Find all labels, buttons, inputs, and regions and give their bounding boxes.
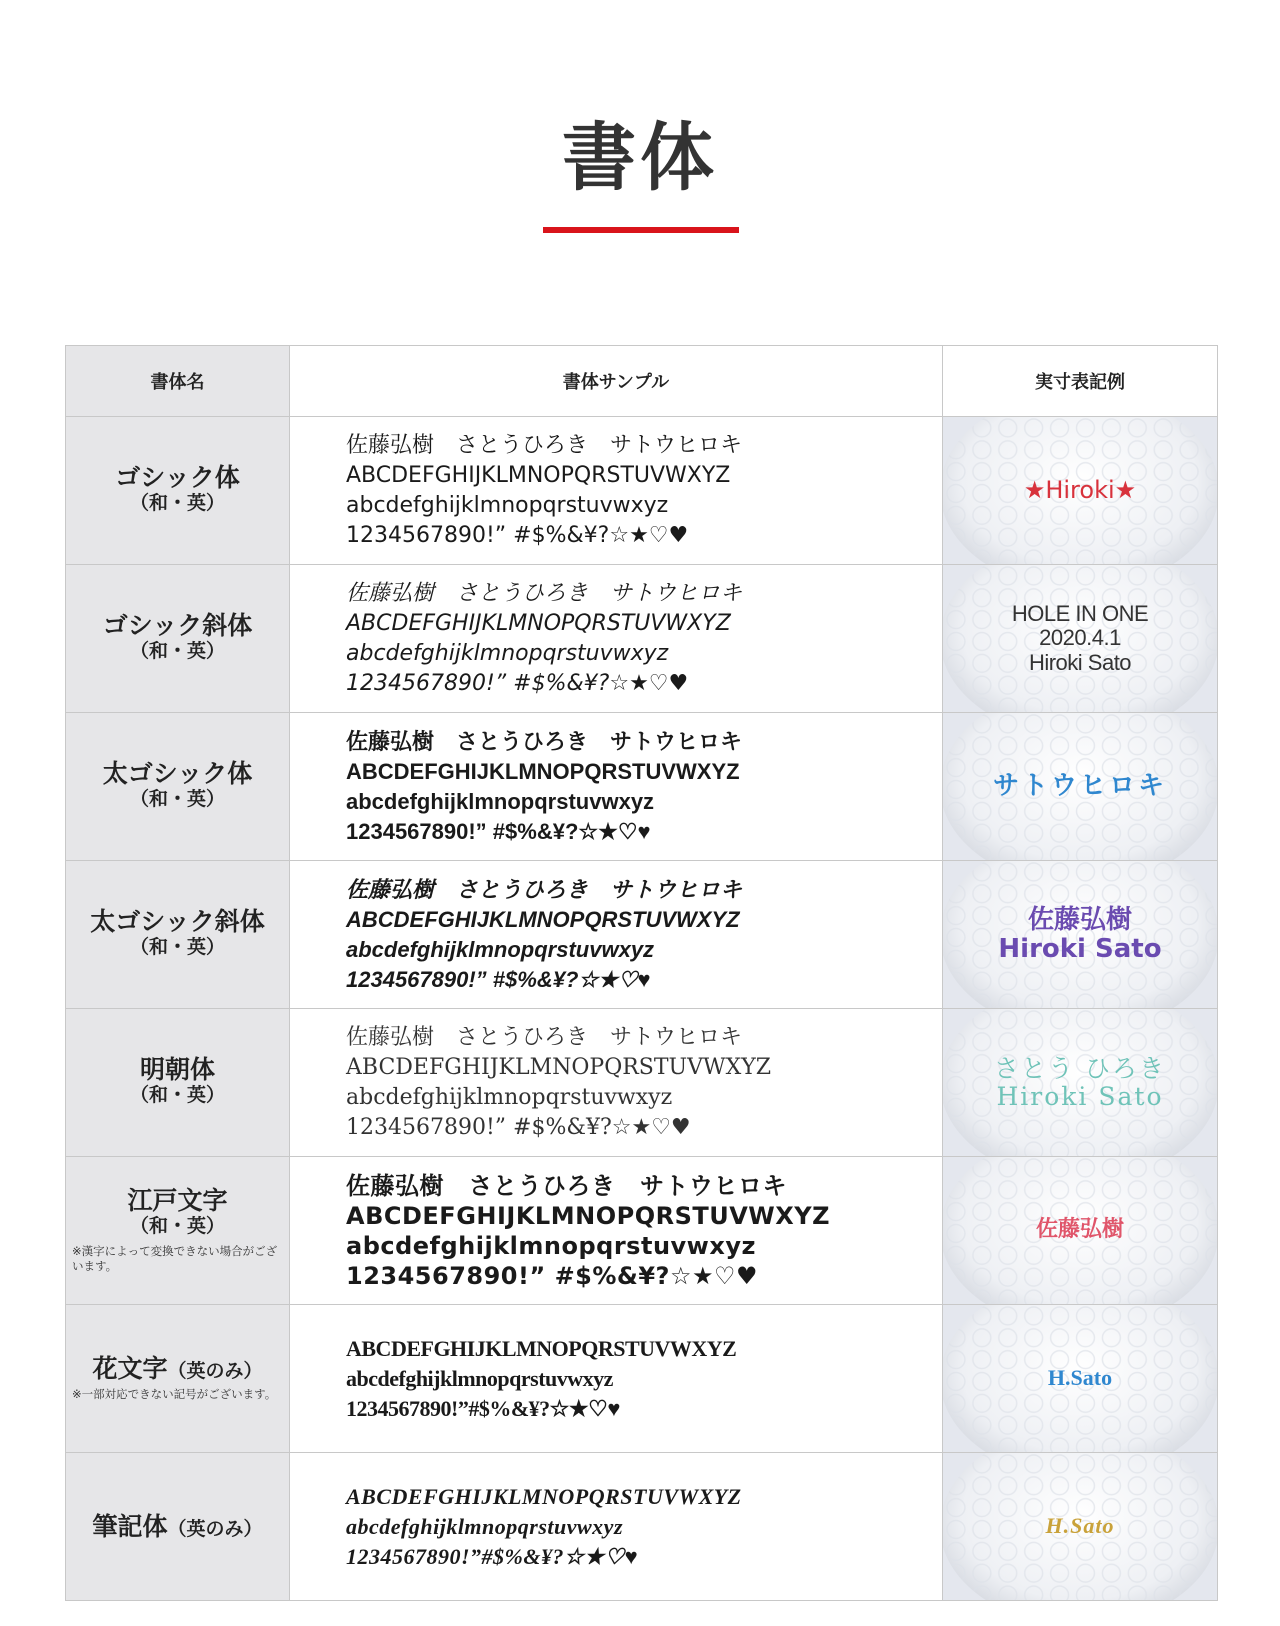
sample-line: 1234567890!”#$%&¥?☆★♡♥ [346, 1543, 639, 1569]
table-row [66, 861, 1218, 1009]
header-font-name: 書体名 [66, 346, 290, 417]
font-note: ※一部対応できない記号がございます。 [72, 1386, 277, 1401]
sample-line: ABCDEFGHIJKLMNOPQRSTUVWXYZ [346, 610, 731, 636]
golf-ball-example-cell [943, 565, 1218, 713]
sample-line: 佐藤弘樹 さとうひろき サトウヒロキ [346, 728, 743, 754]
golf-ball-example-cell [943, 1157, 1218, 1305]
font-name: 太ゴシック斜体 [90, 906, 265, 936]
sample-line: abcdefghijklmnopqrstuvwxyz [346, 1365, 613, 1391]
sample-line: abcdefghijklmnopqrstuvwxyz [346, 1231, 756, 1260]
sample-line: ABCDEFGHIJKLMNOPQRSTUVWXYZ [346, 1054, 772, 1080]
font-sample-cell [290, 1009, 943, 1157]
sample-line: abcdefghijklmnopqrstuvwxyz [346, 1513, 624, 1539]
engraving-text: さとう ひろき [994, 1054, 1166, 1083]
font-scope: （和・英） [129, 936, 225, 959]
engraving-example [943, 861, 1217, 1008]
engraving-example [943, 1453, 1217, 1600]
font-name: 江戸文字 [127, 1185, 228, 1215]
font-name: 太ゴシック体 [102, 758, 253, 788]
font-scope: （和・英） [129, 788, 225, 811]
font-name: 筆記体（英のみ） [92, 1511, 263, 1541]
sample-line: 1234567890!” #$%&¥?☆★♡♥ [346, 670, 689, 696]
sample-line: abcdefghijklmnopqrstuvwxyz [346, 788, 655, 814]
sample-line: 佐藤弘樹 さとうひろき サトウヒロキ [346, 580, 743, 606]
table-header-row [66, 346, 1218, 417]
font-name-suffix: （英のみ） [167, 1360, 263, 1383]
engraving-text: HOLE IN ONE [1011, 601, 1149, 627]
engraving-text: 佐藤弘樹 [1035, 1217, 1124, 1243]
sample-line: 1234567890!” #$%&¥?☆★♡♥ [346, 1261, 759, 1290]
engraving-text: 佐藤弘樹 [1027, 904, 1132, 935]
header-font-sample: 書体サンプル [290, 346, 943, 417]
font-scope: （和・英） [129, 640, 225, 663]
engraving-text: Hiroki Sato [1028, 649, 1132, 675]
page-title: 書体 [562, 115, 718, 201]
golf-ball-example-cell [943, 1305, 1218, 1453]
sample-line: ABCDEFGHIJKLMNOPQRSTUVWXYZ [346, 1335, 737, 1361]
golf-ball-example-cell [943, 417, 1218, 565]
font-name-cell [66, 861, 290, 1009]
font-scope: （和・英） [129, 492, 225, 515]
font-name-cell [66, 417, 290, 565]
sample-line: ABCDEFGHIJKLMNOPQRSTUVWXYZ [346, 758, 740, 784]
sample-line: abcdefghijklmnopqrstuvwxyz [346, 492, 669, 518]
sample-line: 佐藤弘樹 さとうひろき サトウヒロキ [346, 432, 743, 458]
sample-line: 1234567890!” #$%&¥?☆★♡♥ [346, 966, 651, 992]
table-row [66, 1157, 1218, 1305]
font-scope: （和・英） [129, 1084, 225, 1107]
font-name-cell [66, 713, 290, 861]
engraving-text: サトウヒロキ [992, 771, 1167, 802]
golf-ball-example-cell [943, 1009, 1218, 1157]
engraving-text: Hiroki Sato [998, 933, 1162, 964]
sample-line: abcdefghijklmnopqrstuvwxyz [346, 936, 655, 962]
golf-ball-example-cell [943, 713, 1218, 861]
font-sample-cell [290, 861, 943, 1009]
table-row [66, 1453, 1218, 1601]
font-sample-cell [290, 417, 943, 565]
engraving-example [943, 417, 1217, 564]
sample-line: abcdefghijklmnopqrstuvwxyz [346, 1084, 673, 1110]
font-scope: （和・英） [129, 1215, 225, 1238]
engraving-example [943, 713, 1217, 860]
sample-line: 1234567890!” #$%&¥?☆★♡♥ [346, 1114, 691, 1140]
font-name-cell [66, 565, 290, 713]
table-row [66, 713, 1218, 861]
table-row [66, 417, 1218, 565]
title-underline [543, 227, 739, 233]
font-name-suffix: （英のみ） [167, 1517, 263, 1540]
font-sample-cell [290, 1453, 943, 1601]
engraving-text: 2020.4.1 [1039, 625, 1121, 651]
font-sample-cell [290, 1305, 943, 1453]
sample-line: 1234567890!” #$%&¥?☆★♡♥ [346, 818, 651, 844]
header-actual-example: 実寸表記例 [943, 346, 1218, 417]
sample-line: ABCDEFGHIJKLMNOPQRSTUVWXYZ [346, 1201, 831, 1230]
sample-line: abcdefghijklmnopqrstuvwxyz [346, 640, 669, 666]
engraving-text: H.Sato [1047, 1365, 1113, 1391]
engraving-example [943, 1009, 1217, 1156]
table-row [66, 565, 1218, 713]
font-name: 花文字（英のみ） [92, 1354, 263, 1384]
golf-ball-example-cell [943, 861, 1218, 1009]
font-name-cell [66, 1009, 290, 1157]
sample-line: ABCDEFGHIJKLMNOPQRSTUVWXYZ [346, 1483, 742, 1509]
font-name: ゴシック斜体 [102, 610, 253, 640]
engraving-example [943, 1305, 1217, 1452]
sample-line: 佐藤弘樹 さとうひろき サトウヒロキ [346, 1024, 743, 1050]
font-sample-cell [290, 565, 943, 713]
engraving-text: ★Hiroki★ [1023, 476, 1137, 505]
font-name: ゴシック体 [115, 462, 240, 492]
font-name: 明朝体 [139, 1054, 215, 1084]
font-sample-cell [290, 713, 943, 861]
font-name-cell [66, 1305, 290, 1453]
font-name-cell [66, 1453, 290, 1601]
sample-line: 1234567890!” #$%&¥?☆★♡♥ [346, 522, 689, 548]
font-sample-cell [290, 1157, 943, 1305]
table-row [66, 1009, 1218, 1157]
sample-line: ABCDEFGHIJKLMNOPQRSTUVWXYZ [346, 906, 740, 932]
sample-line: 佐藤弘樹 さとうひろき サトウヒロキ [346, 1171, 787, 1200]
sample-line: 佐藤弘樹 さとうひろき サトウヒロキ [346, 876, 743, 902]
font-table [65, 345, 1218, 1601]
engraving-example [943, 565, 1217, 712]
sample-line: 1234567890!”#$%&¥?☆★♡♥ [346, 1395, 620, 1421]
engraving-example [943, 1157, 1217, 1304]
engraving-text: Hiroki Sato [996, 1081, 1164, 1111]
sample-line: ABCDEFGHIJKLMNOPQRSTUVWXYZ [346, 462, 731, 488]
engraving-text: H.Sato [1045, 1513, 1115, 1539]
font-note: ※漢字によって変換できない場合がございます。 [72, 1244, 278, 1274]
font-name-cell [66, 1157, 290, 1305]
golf-ball-example-cell [943, 1453, 1218, 1601]
table-row [66, 1305, 1218, 1453]
